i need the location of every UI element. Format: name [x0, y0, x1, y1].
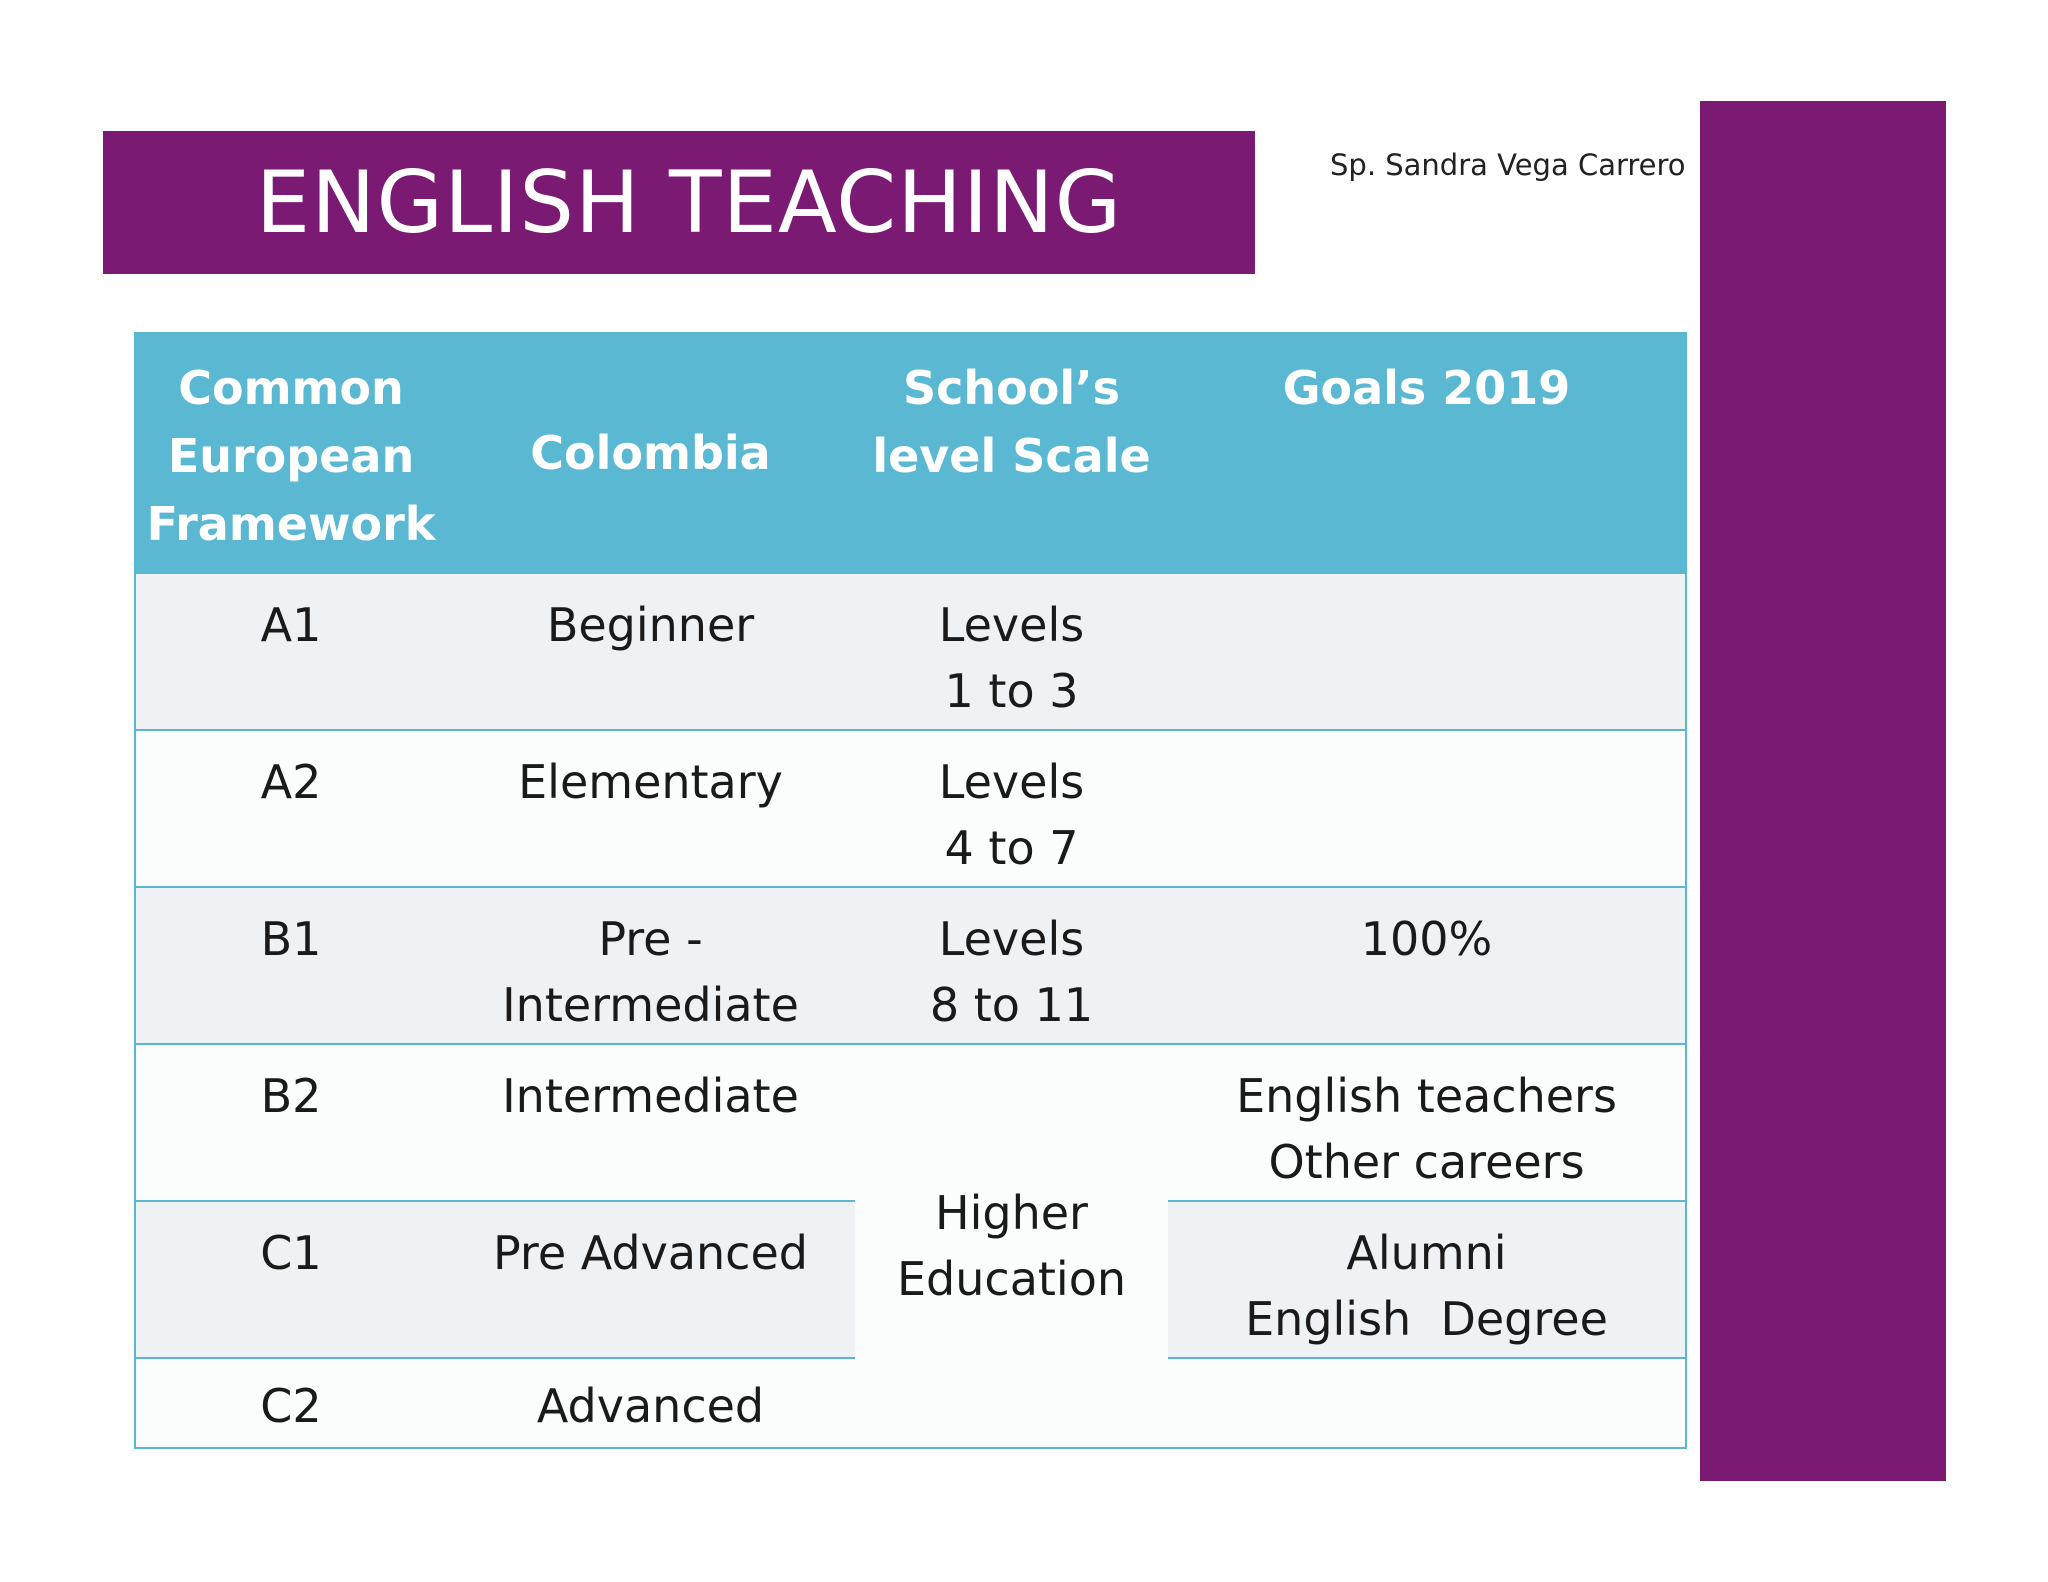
- header-goals: Goals 2019: [1168, 333, 1686, 573]
- colombia-level: Beginner: [446, 573, 855, 730]
- decorative-side-bar: [1700, 101, 1946, 1481]
- school-scale: Levels 1 to 3: [855, 573, 1168, 730]
- cef-level: C1: [135, 1201, 446, 1358]
- goals-cell: 100%: [1168, 887, 1686, 1044]
- table-row: [135, 1044, 1686, 1201]
- page-title: ENGLISH TEACHING: [255, 152, 1123, 253]
- school-scale: Levels 8 to 11: [855, 887, 1168, 1044]
- school-scale: Levels 4 to 7: [855, 730, 1168, 887]
- header-school-scale: School’s level Scale: [855, 333, 1168, 573]
- cef-level: B1: [135, 887, 446, 1044]
- levels-table: [134, 332, 1687, 1449]
- title-banner: [103, 131, 1255, 274]
- goals-cell: [1168, 573, 1686, 730]
- school-scale-higher-education: Higher Education: [855, 1044, 1168, 1448]
- table-row: [135, 573, 1686, 730]
- goals-cell: English teachers Other careers: [1168, 1044, 1686, 1201]
- cef-level: A1: [135, 573, 446, 730]
- colombia-level: Intermediate: [446, 1044, 855, 1201]
- colombia-level: Elementary: [446, 730, 855, 887]
- goals-cell: [1168, 730, 1686, 887]
- table-row: [135, 730, 1686, 887]
- colombia-level: Pre - Intermediate: [446, 887, 855, 1044]
- cef-level: C2: [135, 1358, 446, 1448]
- table-row: [135, 887, 1686, 1044]
- cef-level: A2: [135, 730, 446, 887]
- colombia-level: Advanced: [446, 1358, 855, 1448]
- table-header-row: [135, 333, 1686, 573]
- goals-cell: Alumni English Degree: [1168, 1201, 1686, 1358]
- goals-cell: [1168, 1358, 1686, 1448]
- cef-level: B2: [135, 1044, 446, 1201]
- header-colombia: Colombia: [446, 333, 855, 573]
- header-cef: Common European Framework: [135, 333, 446, 573]
- author-name: Sp. Sandra Vega Carrero: [1330, 148, 1686, 182]
- colombia-level: Pre Advanced: [446, 1201, 855, 1358]
